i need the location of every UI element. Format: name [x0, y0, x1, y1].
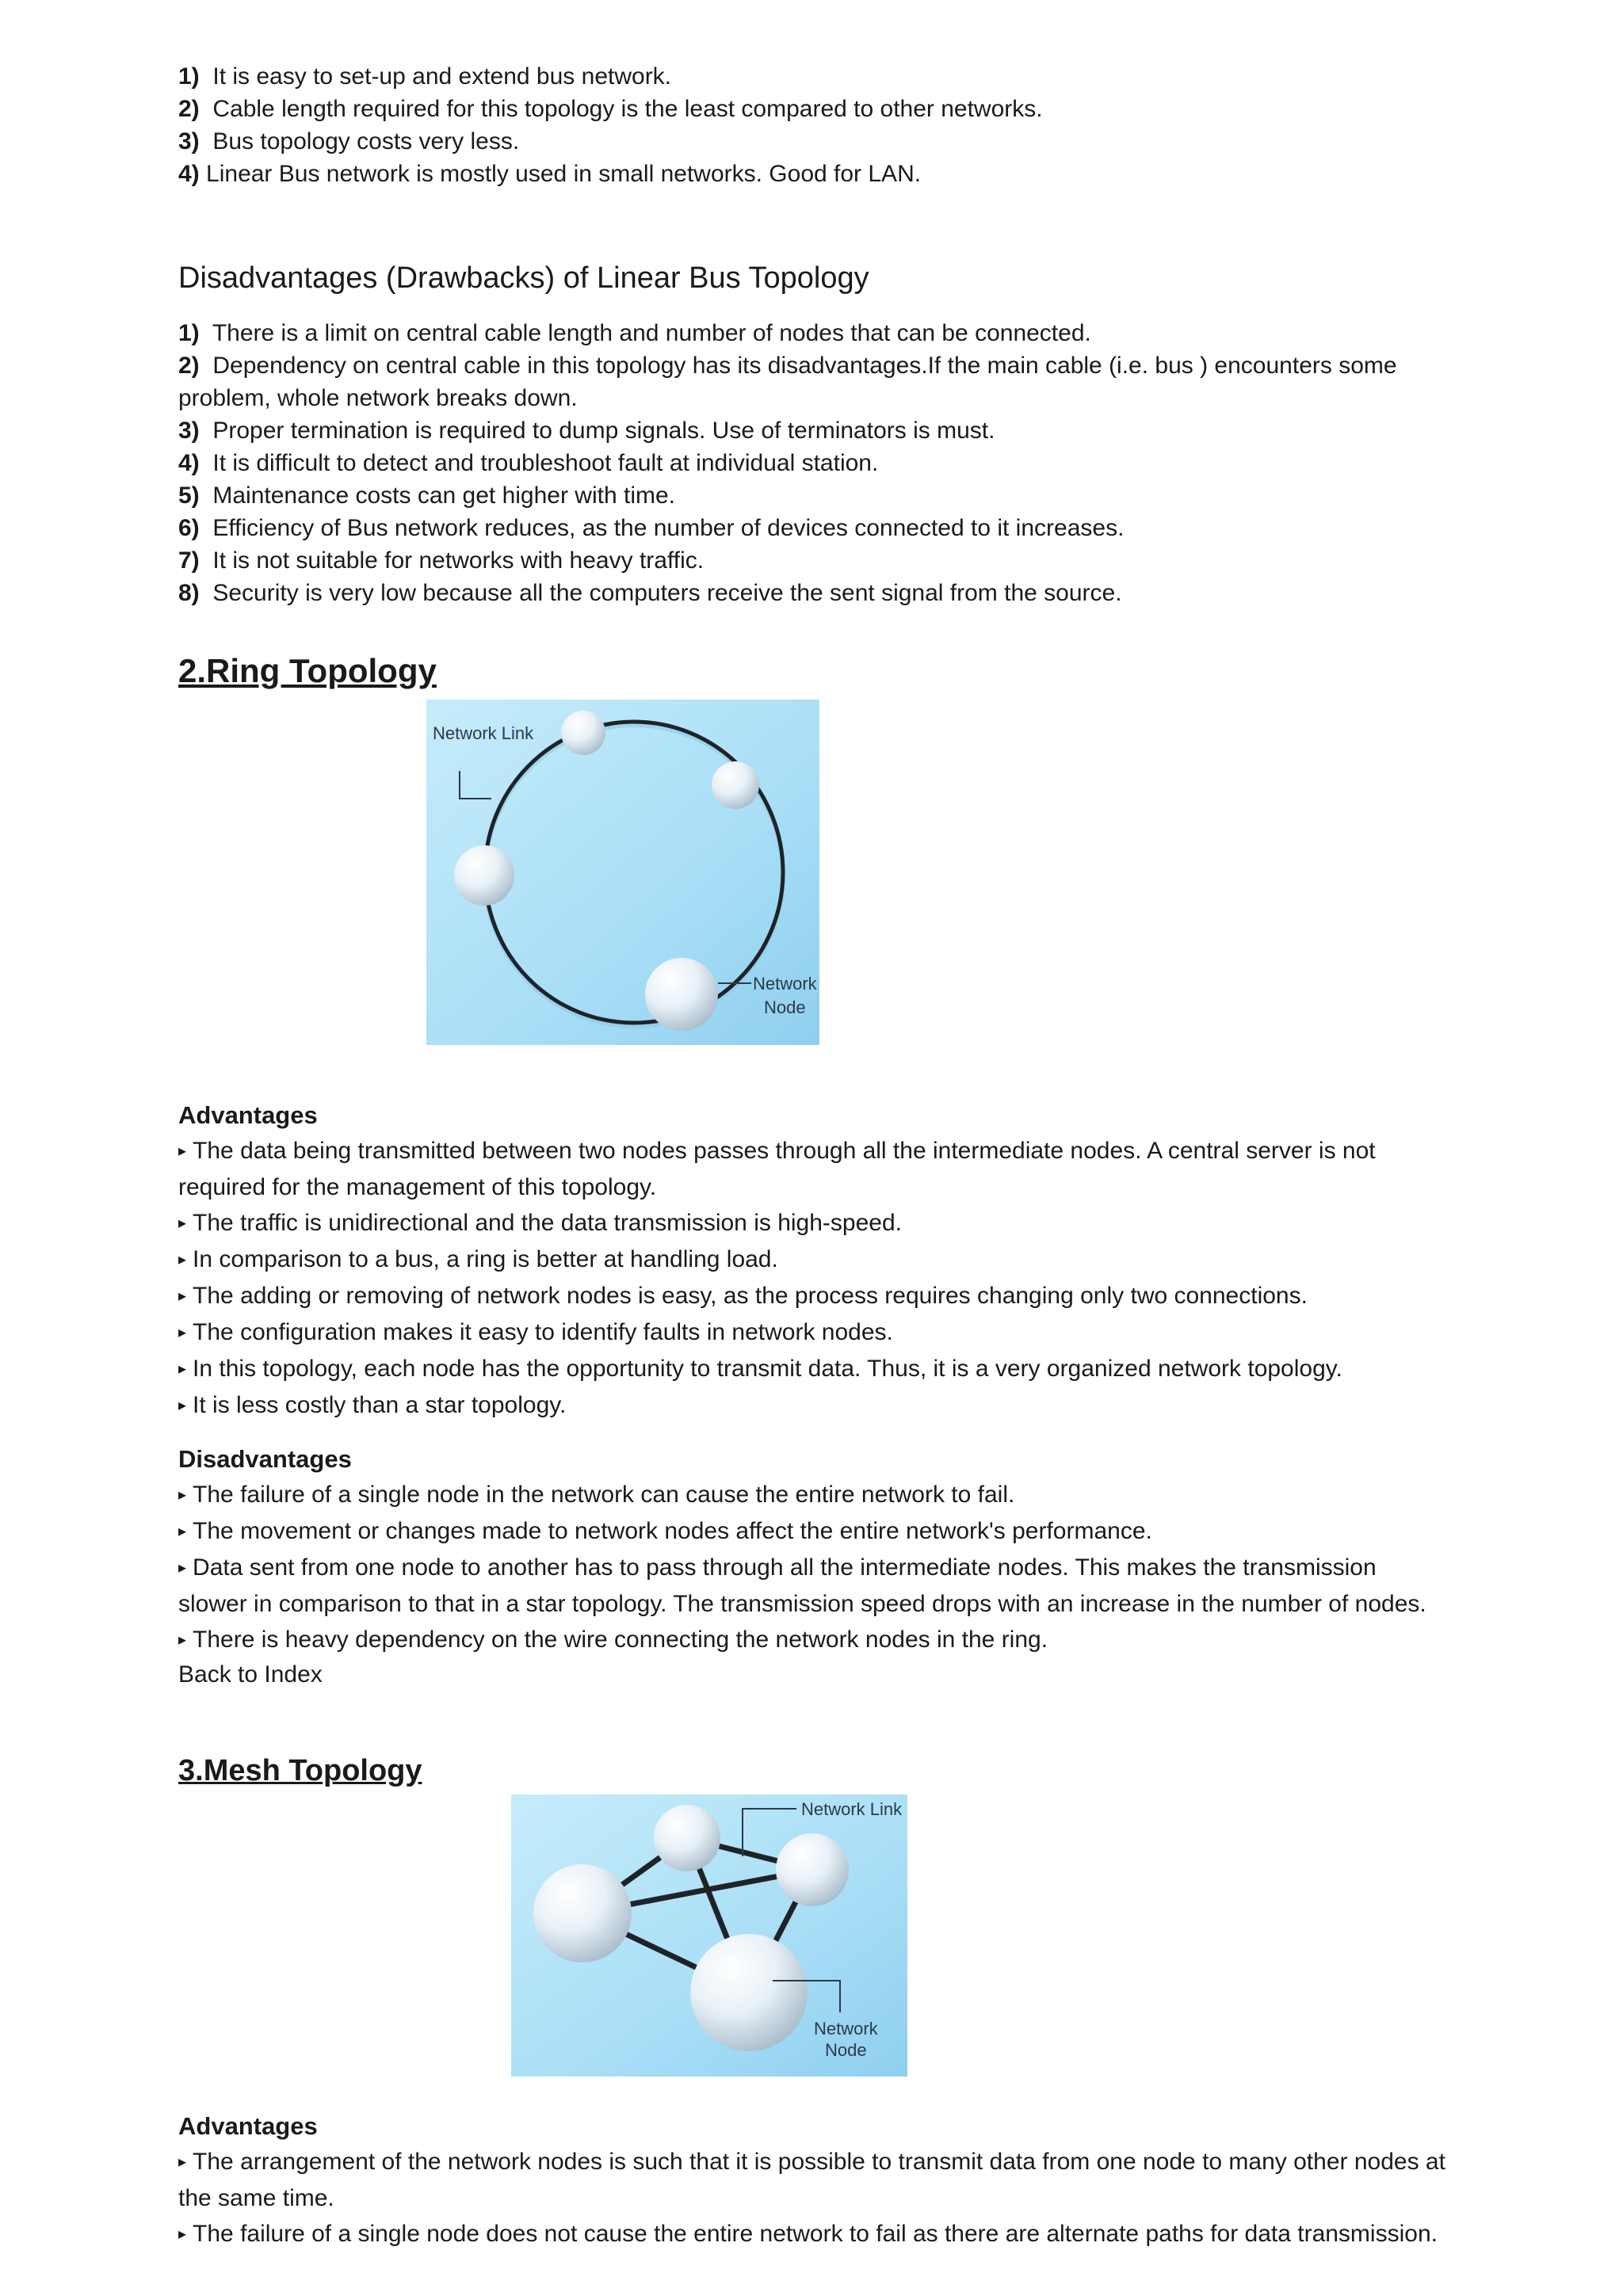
network-node-sphere — [533, 1864, 632, 1962]
mesh-topology-figure — [511, 1794, 907, 2077]
mesh-diagram — [511, 1794, 907, 2077]
network-node-sphere — [654, 1805, 720, 1871]
list-item: ▸ The traffic is unidirectional and the data transmission is high-speed. — [178, 1210, 902, 1236]
network-node-sphere — [776, 1833, 849, 1906]
list-item: ▸ The data being transmitted between two nodes passes through all the intermediate nodes. A central server is not required for the management of this topology. — [178, 1138, 1376, 1200]
list-item: 5) Maintenance costs can get higher with time. — [178, 482, 675, 509]
bullet-icon: ▸ — [178, 1324, 187, 1341]
bullet-icon: ▸ — [178, 1215, 187, 1232]
bullet-icon: ▸ — [178, 1251, 187, 1268]
list-item: ▸ In comparison to a bus, a ring is better at handling load. — [178, 1246, 778, 1272]
advantages-heading: Advantages — [178, 2112, 318, 2140]
network-node-label: Node — [764, 997, 806, 1017]
network-node-sphere — [645, 958, 718, 1031]
bullet-icon: ▸ — [178, 2153, 187, 2171]
bullet-icon: ▸ — [178, 1631, 187, 1649]
list-item: ▸ The configuration makes it easy to identify faults in network nodes. — [178, 1319, 893, 1345]
list-item: 4) It is difficult to detect and troubleshoot fault at individual station. — [178, 450, 879, 476]
bullet-icon: ▸ — [178, 1523, 187, 1540]
bullet-icon: ▸ — [178, 1287, 187, 1305]
list-item: ▸ There is heavy dependency on the wire connecting the network nodes in the ring. — [178, 1627, 1048, 1653]
list-item: ▸ It is less costly than a star topology. — [178, 1392, 567, 1418]
ring-disadvantages-section — [178, 1442, 1446, 1691]
network-node-sphere — [454, 845, 514, 906]
list-item: 6) Efficiency of Bus network reduces, as the number of devices connected to it increases. — [178, 515, 1125, 541]
list-item: ▸ The failure of a single node does not cause the entire network to fail as there are alternate paths for data transmission. — [178, 2221, 1438, 2247]
list-item: ▸ In this topology, each node has the opportunity to transmit data. Thus, it is a very organized network topology. — [178, 1356, 1342, 1382]
network-node-label: Node — [825, 2040, 867, 2060]
network-node-sphere — [712, 761, 759, 809]
bullet-icon: ▸ — [178, 1397, 187, 1414]
network-link-label: Network Link — [433, 723, 534, 743]
bullet-icon: ▸ — [178, 1360, 187, 1378]
bus-disadvantages-section — [178, 258, 1446, 609]
back-to-index-link[interactable]: Back to Index — [178, 1661, 323, 1688]
mesh-advantages-section — [178, 2109, 1446, 2252]
network-node-sphere — [690, 1934, 808, 2051]
network-node-sphere — [561, 711, 605, 755]
bus-advantages-list — [178, 60, 1446, 190]
ring-topology-title: 2.Ring Topology — [178, 652, 437, 689]
network-node-label: Network — [814, 2019, 878, 2039]
list-item: ▸ The failure of a single node in the network can cause the entire network to fail. — [178, 1482, 1015, 1508]
section-heading: Disadvantages (Drawbacks) of Linear Bus Topology — [178, 261, 869, 295]
network-link-label: Network Link — [801, 1799, 903, 1819]
list-item: 1) It is easy to set-up and extend bus network. — [178, 63, 672, 90]
network-node-label: Network — [753, 974, 817, 994]
advantages-heading: Advantages — [178, 1101, 318, 1129]
list-item: ▸ The movement or changes made to network nodes affect the entire network's performance. — [178, 1518, 1152, 1544]
bullet-icon: ▸ — [178, 2225, 187, 2243]
bullet-icon: ▸ — [178, 1486, 187, 1504]
mesh-topology-title: 3.Mesh Topology — [178, 1754, 422, 1787]
list-item: 7) It is not suitable for networks with heavy traffic. — [178, 547, 705, 574]
list-item: ▸ The arrangement of the network nodes is such that it is possible to transmit data from one node to many other nodes at the same time. — [178, 2149, 1445, 2211]
list-item: 8) Security is very low because all the computers receive the sent signal from the source. — [178, 580, 1122, 606]
bullet-icon: ▸ — [178, 1142, 187, 1160]
ring-topology-figure — [426, 700, 819, 1045]
list-item: ▸ The adding or removing of network nodes is easy, as the process requires changing only two connections. — [178, 1283, 1308, 1309]
list-item: 2) Dependency on central cable in this topology has its disadvantages.If the main cable (i.e. bus ) encounters some problem, whole network breaks down. — [178, 353, 1397, 411]
list-item: 3) Bus topology costs very less. — [178, 128, 520, 154]
list-item: 3) Proper termination is required to dump signals. Use of terminators is must. — [178, 418, 995, 444]
bullet-icon: ▸ — [178, 1559, 187, 1577]
list-item: 4) Linear Bus network is mostly used in small networks. Good for LAN. — [178, 161, 922, 187]
disadvantages-heading: Disadvantages — [178, 1445, 352, 1473]
ring-diagram — [426, 700, 819, 1045]
list-item: 2) Cable length required for this topology is the least compared to other networks. — [178, 96, 1043, 122]
list-item: 1) There is a limit on central cable length and number of nodes that can be connected. — [178, 320, 1091, 346]
list-item: ▸ Data sent from one node to another has to pass through all the intermediate nodes. This makes the transmission slower in comparison to that in a star topology. The transmission speed drops with an increase in the number of nodes. — [178, 1554, 1426, 1617]
ring-advantages-section — [178, 1098, 1446, 1424]
